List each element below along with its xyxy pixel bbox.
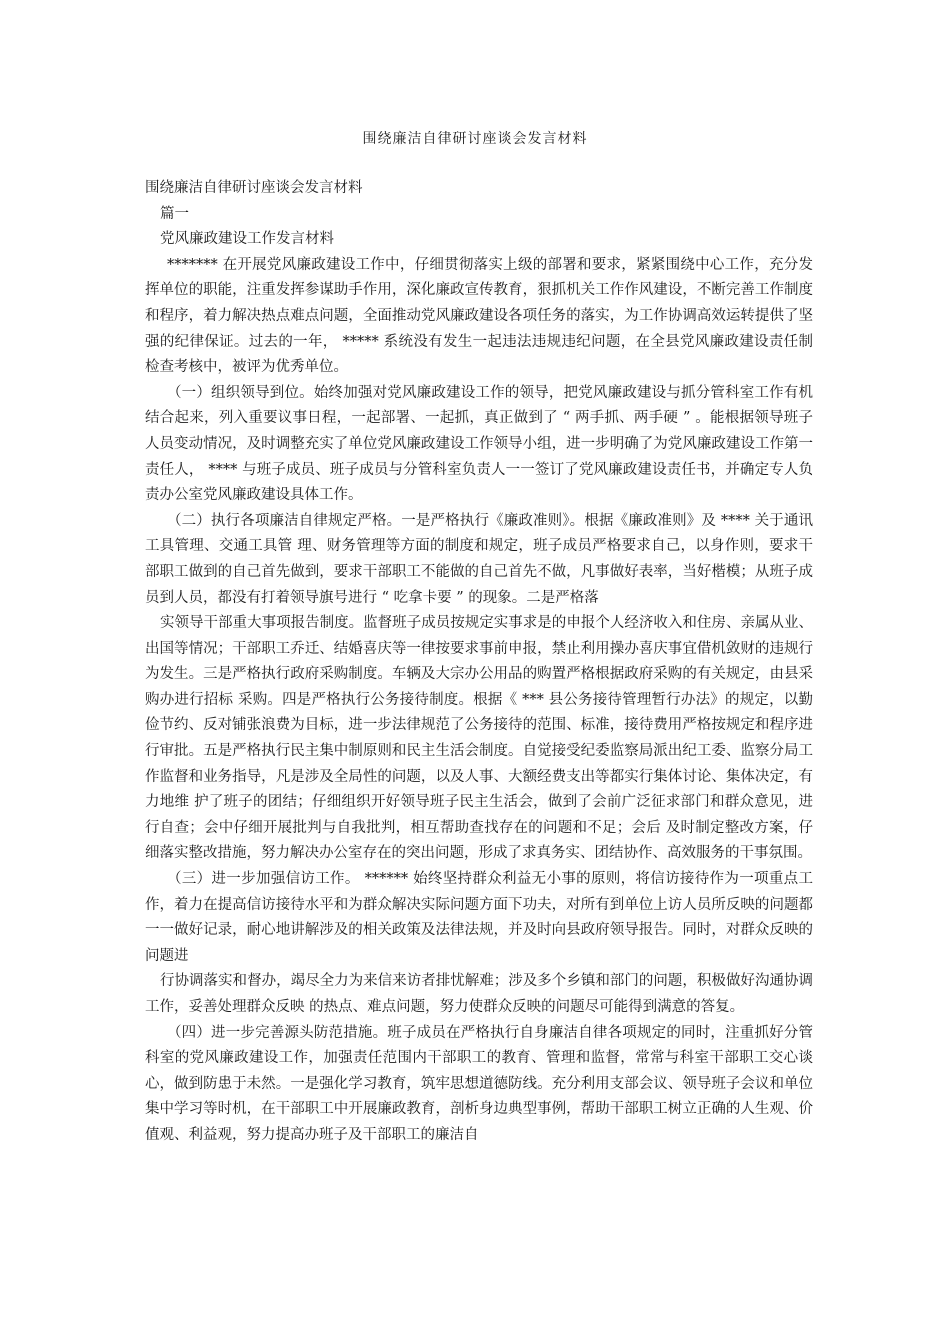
paragraph: （一）组织领导到位。始终加强对党风廉政建设工作的领导，把党风廉政建设与抓分管科室工作有机结合起来，列入重要议事日程，一起部署、一起抓，真正做到了 “ 两手抓、两手硬 ” 。能根据领导班子人员变动情况，及时调整充实了单位党风廉政建设工作领导小组，进一步明确了为党风廉政建设工作第一责任人， **** 与班子成员、班子成员与分管科室负责人一一签订了党风廉政建设责任书，并确定专人负责办公室党风廉政建设具体工作。 (145, 384, 813, 504)
paragraph: （二）执行各项廉洁自律规定严格。一是严格执行《廉政准则》。根据《廉政准则》及 **** 关于通讯工具管理、交通工具管 理、财务管理等方面的制度和规定，班子成员严格要求自己，以身作则，要求干部职工做到的自己首先做到，要求干部职工不能做的自己首先不做，凡事做好表率，当好楷模；从班子成员到人员，都没有打着领导旗号进行 “ 吃拿卡要 ” 的现象。二是严格落 (145, 512, 813, 606)
paragraph: 行协调落实和督办，竭尽全力为来信来访者排忧解难；涉及多个乡镇和部门的问题，积极做好沟通协调工作，妥善处理群众反映 的热点、难点问题，努力使群众反映的问题尽可能得到满意的答复。 (145, 973, 813, 1015)
paragraph: （三）进一步加强信访工作。 ****** 始终坚持群众利益无小事的原则，将信访接待作为一项重点工作，着力在提高信访接待水平和为群众解决实际问题方面下功夫，对所有到单位上访人员所反映的问题都一一做好记录，耐心地讲解涉及的相关政策及法律法规，并及时向县政府领导报告。同时，对群众反映的问题进 (145, 871, 813, 964)
document-title: 围绕廉洁自律研讨座谈会发言材料 (362, 131, 588, 147)
paragraph: （四）进一步完善源头防范措施。班子成员在严格执行自身廉洁自律各项规定的同时，注重抓好分管科室的党风廉政建设工作，加强责任范围内干部职工的教育、管理和监督，常常与科室干部职工交心谈心，做到防患于未然。一是强化学习教育，筑牢思想道德防线。充分利用支部会议、领导班子会议和单位集中学习等时机，在干部职工中开展廉政教育，剖析身边典型事例，帮助干部职工树立正确的人生观、价值观、利益观，努力提高办班子及干部职工的廉洁自 (145, 1024, 813, 1143)
paragraph: ******* 在开展党风廉政建设工作中，仔细贯彻落实上级的部署和要求，紧紧围绕中心工作，充分发挥单位的职能，注重发挥参谋助手作用，深化廉政宣传教育，狠抓机关工作作风建设，不断完善工作制度和程序，着力解决热点难点问题，全面推动党风廉政建设各项任务的落实，为工作协调高效运转提供了坚强的纪律保证。过去的一年， ***** 系统没有发生一起违法违规违纪问题，在全县党风廉政建设责任制检查考核中，被评为优秀单位。 (145, 256, 813, 376)
document-subtitle: 围绕廉洁自律研讨座谈会发言材料 (145, 180, 363, 196)
document-body (145, 176, 813, 1149)
part-label: 篇一 (160, 205, 189, 222)
section-heading: 党风廉政建设工作发言材料 (160, 231, 334, 248)
paragraph: 实领导干部重大事项报告制度。监督班子成员按规定实事求是的申报个人经济收入和住房、亲属从业、出国等情况；干部职工乔迁、结婚喜庆等一律按要求事前申报，禁止利用操办喜庆事宜借机敛财的违规行为发生。三是严格执行政府采购制度。车辆及大宗办公用品的购置严格根据政府采购的有关规定，由县采购办进行招标 采购。四是严格执行公务接待制度。根据《 *** 县公务接待管理暂行办法》的规定，以勤俭节约、反对铺张浪费为目标，进一步法律规范了公务接待的范围、标准，接待费用严格按规定和程序进行审批。五是严格执行民主集中制原则和民主生活会制度。自觉接受纪委监察局派出纪工委、监察分局工作监督和业务指导，凡是涉及全局性的问题，以及人事、大额经费支出等都实行集体讨论、集体决定，有力地维 护了班子的团结；仔细组织开好领导班子民主生活会，做到了会前广泛征求部门和群众意见，进行自查；会中仔细开展批判与自我批判，相互帮助查找存在的问题和不足；会后 及时制定整改方案，仔细落实整改措施，努力解决办公室存在的突出问题，形成了求真务实、团结协作、高效服务的干事氛围。 (145, 615, 813, 862)
